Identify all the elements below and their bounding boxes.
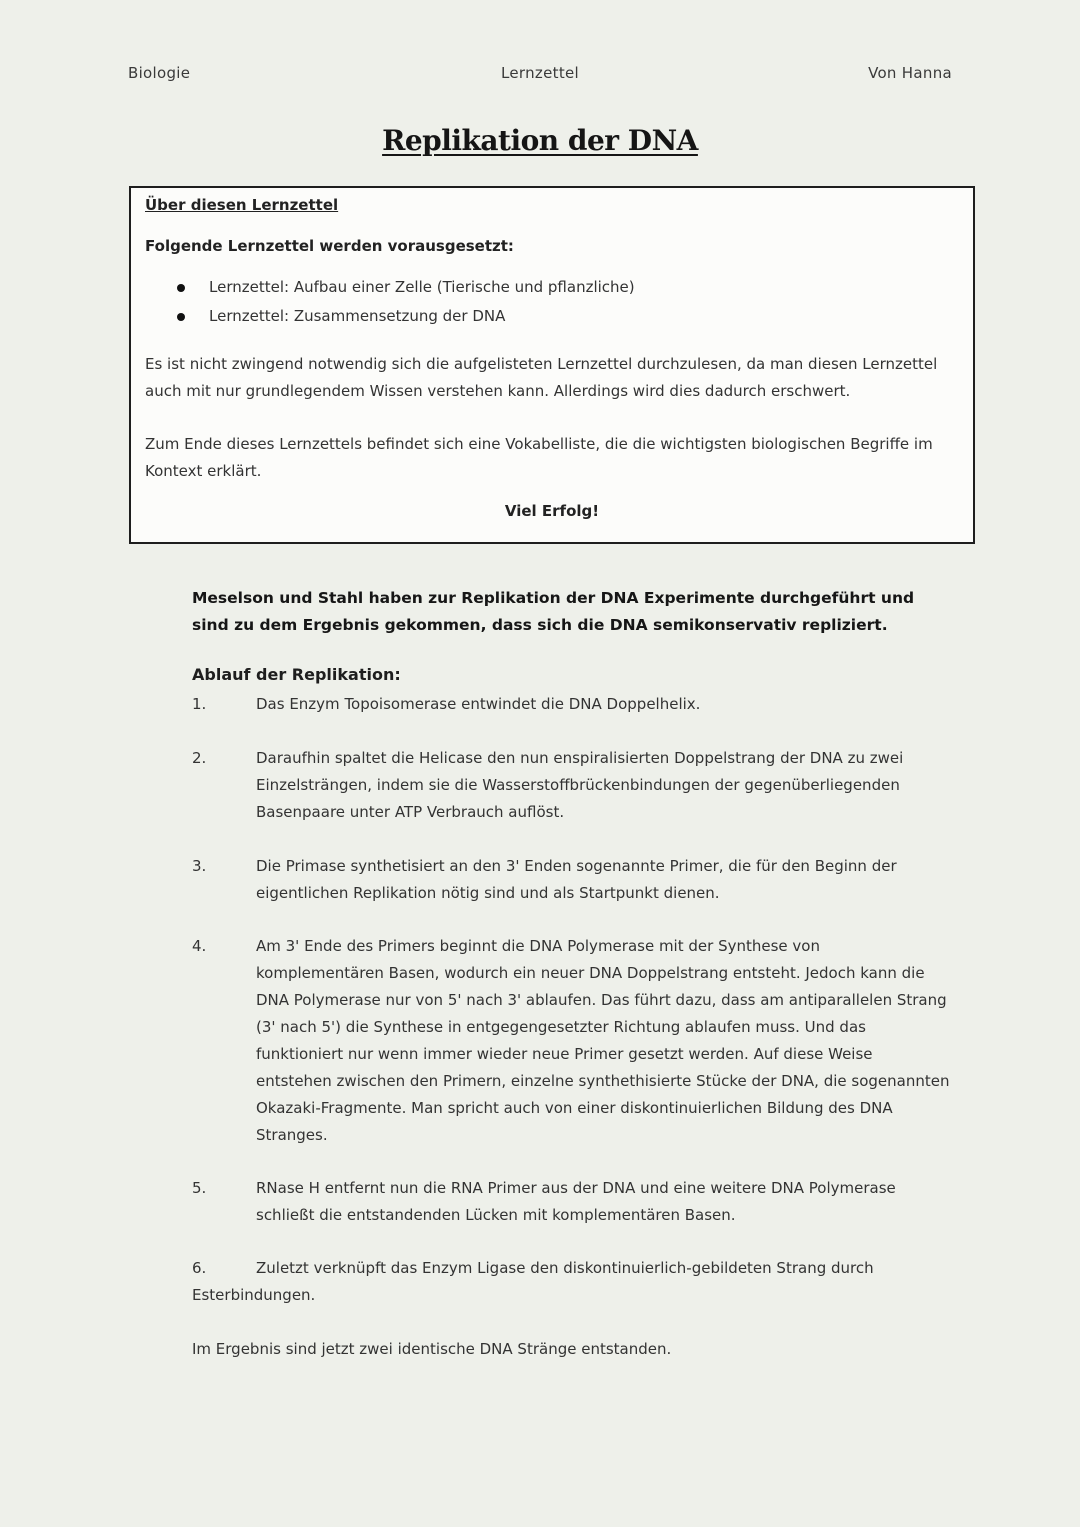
step-text: Das Enzym Topoisomerase entwindet die DNA Doppelhelix. [256, 695, 701, 713]
step-item [192, 745, 952, 826]
step-item [192, 691, 952, 718]
info-box [129, 186, 975, 544]
header-doc-type: Lernzettel [501, 64, 579, 82]
prerequisite-item [145, 273, 635, 302]
prerequisites-list [145, 273, 635, 331]
step-number: 2. [192, 749, 207, 767]
step-text: RNase H entfernt nun die RNA Primer aus der DNA und eine weitere DNA Polymerase schließt die entstandenden Lücken mit komplementären Basen. [256, 1179, 896, 1224]
prerequisite-item [145, 302, 635, 331]
step-text: Die Primase synthetisiert an den 3' Enden sogenannte Primer, die für den Beginn der eigentlichen Replikation nötig sind und als Startpunkt dienen. [256, 857, 897, 902]
prerequisites-heading: Folgende Lernzettel werden vorausgesetzt: [145, 237, 514, 255]
page-title [0, 124, 1080, 157]
step-text: Zuletzt verknüpft das Enzym Ligase den diskontinuierlich-gebildeten Strang durch Esterbindungen. [192, 1259, 874, 1304]
bullet-icon [177, 313, 185, 321]
step-item [192, 933, 952, 1149]
bullet-icon [177, 284, 185, 292]
info-paragraph-1: Es ist nicht zwingend notwendig sich die aufgelisteten Lernzettel durchzulesen, da man diesen Lernzettel auch mit nur grundlegendem Wissen verstehen kann. Allerdings wird dies dadurch erschwert. [145, 355, 938, 400]
conclusion-paragraph: Im Ergebnis sind jetzt zwei identische DNA Stränge entstanden. [192, 1340, 672, 1358]
page-header [128, 64, 952, 88]
prerequisite-text: Lernzettel: Aufbau einer Zelle (Tierische und pflanzliche) [209, 278, 635, 296]
header-author: Von Hanna [868, 64, 952, 82]
header-subject: Biologie [128, 64, 191, 82]
steps-heading: Ablauf der Replikation: [192, 665, 401, 684]
page-title-text: Replikation der DNA [382, 124, 698, 157]
intro-paragraph: Meselson und Stahl haben zur Replikation der DNA Experimente durchgeführt und sind zu dem Ergebnis gekommen, dass sich die DNA semikonservativ repliziert. [192, 589, 915, 634]
info-box-heading: Über diesen Lernzettel [145, 196, 339, 214]
info-paragraph-2: Zum Ende dieses Lernzettels befindet sich eine Vokabelliste, die die wichtigsten biologischen Begriffe im Kontext erklärt. [145, 435, 933, 480]
step-number: 6. [192, 1259, 207, 1277]
step-text: Am 3' Ende des Primers beginnt die DNA Polymerase mit der Synthese von komplementären Basen, wodurch ein neuer DNA Doppelstrang entsteht. Jedoch kann die DNA Polymerase nur von 5' nach 3' ablaufen. Das führt dazu, dass am antiparallelen Strang (3' nach 5') die Synthese in entgegengesetzter Richtung ablaufen muss. Und das funktioniert nur wenn immer wieder neue Primer gesetzt werden. Auf diese Weise entstehen zwischen den Primern, einzelne synthethisierte Stücke der DNA, die sogenannten Okazaki-Fragmente. Man spricht auch von einer diskontinuierlichen Bildung des DNA Stranges. [256, 937, 950, 1144]
step-number: 1. [192, 695, 207, 713]
closing-text: Viel Erfolg! [504, 502, 600, 520]
step-item [192, 1175, 952, 1229]
prerequisite-text: Lernzettel: Zusammensetzung der DNA [209, 307, 506, 325]
step-number: 4. [192, 937, 207, 955]
step-number: 3. [192, 857, 207, 875]
step-item [192, 853, 952, 907]
step-item [192, 1255, 952, 1309]
step-text: Daraufhin spaltet die Helicase den nun enspiralisierten Doppelstrang der DNA zu zwei Einzelsträngen, indem sie die Wasserstoffbrückenbindungen der gegenüberliegenden Basenpaare unter ATP Verbrauch auflöst. [256, 749, 904, 821]
step-number: 5. [192, 1179, 207, 1197]
